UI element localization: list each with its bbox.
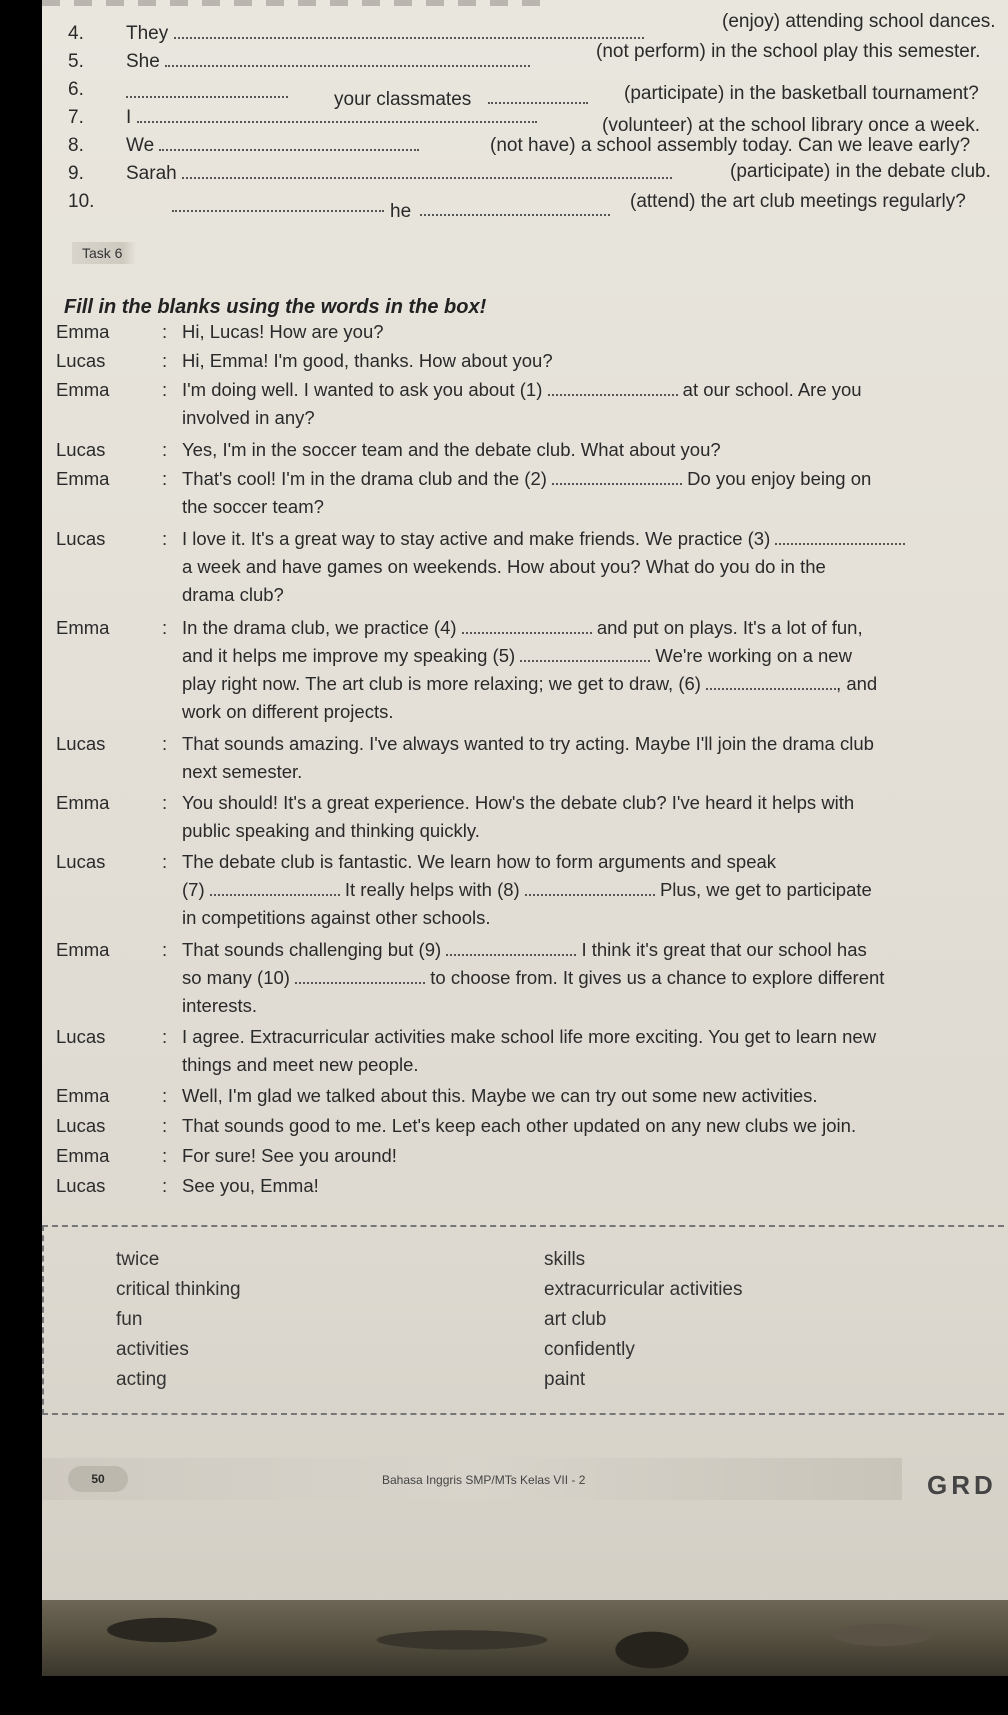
item-number: 8. xyxy=(68,135,84,156)
answer-blank[interactable] xyxy=(295,968,425,984)
answer-blank[interactable] xyxy=(174,23,644,39)
item-subject: She xyxy=(126,51,160,72)
item-verb: (not perform) in the school play this semester. xyxy=(596,41,981,62)
speaker-name: Emma xyxy=(56,321,110,342)
answer-blank[interactable] xyxy=(775,529,905,545)
speaker-name: Emma xyxy=(56,792,110,813)
answer-blank[interactable] xyxy=(525,880,655,896)
answer-blank[interactable] xyxy=(706,674,836,690)
speaker-name: Emma xyxy=(56,379,110,400)
exercise-item-5 xyxy=(68,41,1008,74)
speaker-name: Emma xyxy=(56,468,110,489)
item-number: 4. xyxy=(68,23,84,44)
answer-blank[interactable] xyxy=(182,163,672,179)
item-middle: your classmates xyxy=(334,89,472,110)
answer-blank[interactable] xyxy=(462,618,592,634)
word-box-item: extracurricular activities xyxy=(544,1279,743,1300)
item-subject: They xyxy=(126,23,169,44)
word-box-item: paint xyxy=(544,1369,586,1390)
word-box xyxy=(42,1225,1004,1415)
utterance-line: work on different projects. xyxy=(182,701,394,722)
item-middle: he xyxy=(390,201,412,222)
utterance-line: public speaking and thinking quickly. xyxy=(182,820,480,841)
utterance-line: Hi, Emma! I'm good, thanks. How about you? xyxy=(182,350,553,371)
item-verb: (not have) a school assembly today. Can we leave early? xyxy=(490,135,971,156)
utterance-line: For sure! See you around! xyxy=(182,1145,397,1166)
item-subject: Sarah xyxy=(126,163,177,184)
word-box-item: acting xyxy=(116,1369,167,1390)
item-number: 5. xyxy=(68,51,84,72)
page-number: 50 xyxy=(68,1466,128,1492)
exercise-item-10 xyxy=(68,190,1008,222)
answer-blank[interactable] xyxy=(446,940,576,956)
answer-blank[interactable] xyxy=(210,880,340,896)
item-verb: (volunteer) at the school library once a week. xyxy=(602,115,981,136)
speaker-name: Lucas xyxy=(56,1175,106,1196)
answer-blank[interactable] xyxy=(165,51,530,67)
exercise-item-8 xyxy=(68,134,1008,158)
speaker-name: Lucas xyxy=(56,528,106,549)
utterance-line: play right now. The art club is more relaxing; we get to draw, (6) , and xyxy=(182,673,878,694)
item-number: 9. xyxy=(68,163,84,184)
task-instruction: Fill in the blanks using the words in the box! xyxy=(64,296,487,318)
answer-blank[interactable] xyxy=(126,82,288,98)
utterance-line: a week and have games on weekends. How about you? What do you do in the xyxy=(182,556,826,577)
background-carpet xyxy=(42,1600,1008,1676)
speaker-name: Emma xyxy=(56,1085,110,1106)
utterance-line: Well, I'm glad we talked about this. Maybe we can try out some new activities. xyxy=(182,1085,818,1106)
item-number: 6. xyxy=(68,79,84,100)
speaker-name: Lucas xyxy=(56,851,106,872)
utterance-line: In the drama club, we practice (4) and put on plays. It's a lot of fun, xyxy=(182,617,863,638)
speaker-name: Emma xyxy=(56,1145,110,1166)
speaker-name: Lucas xyxy=(56,733,106,754)
textbook-page: 4. They (enjoy) attending school dances. 5. She (not perform) in the school play this semester. 6. your classmates (participate) in the basketball tournament? 7. I (volunteer) at the school library once a week. 8. We (not have) a school assembly today. Can we leave early? 9. Sarah (participate) in the debate club. 10. he (attend) the art club meetings regularly? Task 6 Fill in the blanks using the words in the box! Emma : Hi, Lucas! How are you? Lucas : Hi, Emma! I'm good, thanks. How about you? Emma : I'm doing well. I wanted to ask you about (1) at our school. Are you involved in any? Lucas : Yes, I'm in the soccer team and the debate club. What about you? Emma : That's cool! I'm in the drama club and the (2) Do you enjoy being on the soccer team? Lucas : I love it. It's a great way to stay active and make friends. We practice (3) a week and have games on weekends. How about you? What do you do in the drama club? Emma : In the drama club, we practice (4) and put on plays. It's a lot of fun, and it helps me improve my speaking (5) We're working on a new play right now. The art club is more relaxing; we get to draw, (6) , and work on different projects. Lucas : That sounds amazing. I've always wanted to try acting. Maybe I'll join the drama club next semester. Emma : You should! It's a great experience. How's the debate club? I've heard it helps with public speaking and thinking quickly. Lucas : The debate club is fantastic. We learn how to form arguments and speak (7) It really helps with (8) Plus, we get to participate in competitions against other schools. Emma : That sounds challenging but (9) I think it's great that our school has so many (10) to choose from. It gives us a chance to explore different interests. Lucas : I agree. Extracurricular activities make school life more exciting. You get to learn new things and meet new people. Emma : Well, I'm glad we talked about this. Maybe we can try out some new activities. Lucas : That sounds good to me. Let's keep each other updated on any new clubs we join. Emma : For sure! See you around! Lucas : See you, Emma! twice critical thinking fun activities acting skills extracurricular activities art club confidently paint 50 Bahasa Inggris SMP/MTs Kelas VII - 2 GRD xyxy=(42,0,1008,1676)
publisher-logo: GRD xyxy=(927,1470,997,1500)
utterance-line: drama club? xyxy=(182,584,284,605)
utterance-line: That's cool! I'm in the drama club and the (2) Do you enjoy being on xyxy=(182,468,872,489)
page-top-edge xyxy=(42,0,542,6)
answer-blank[interactable] xyxy=(552,469,682,485)
utterance-line: Yes, I'm in the soccer team and the debate club. What about you? xyxy=(182,439,721,460)
answer-blank[interactable] xyxy=(172,196,384,212)
word-box-item: twice xyxy=(116,1249,160,1270)
speaker-name: Emma xyxy=(56,617,110,638)
exercise-item-9 xyxy=(68,162,1008,186)
item-subject: I xyxy=(126,107,132,128)
item-verb: (participate) in the debate club. xyxy=(730,161,991,182)
word-box-item: critical thinking xyxy=(116,1279,241,1300)
answer-blank[interactable] xyxy=(488,88,588,104)
exercise-item-6 xyxy=(68,78,1008,110)
utterance-line: and it helps me improve my speaking (5) We're working on a new xyxy=(182,645,852,666)
exercise-item-7 xyxy=(68,106,1008,136)
utterance-line: I agree. Extracurricular activities make school life more exciting. You get to learn new xyxy=(182,1026,877,1047)
utterance-line: That sounds good to me. Let's keep each other updated on any new clubs we join. xyxy=(182,1115,857,1136)
answer-blank[interactable] xyxy=(159,135,419,151)
answer-blank[interactable] xyxy=(137,107,537,123)
word-box-item: art club xyxy=(544,1309,607,1330)
utterance-line: in competitions against other schools. xyxy=(182,907,491,928)
speaker-name: Lucas xyxy=(56,439,106,460)
item-verb: (enjoy) attending school dances. xyxy=(722,11,996,32)
utterance-line: That sounds challenging but (9) I think it's great that our school has xyxy=(182,939,867,960)
word-box-item: skills xyxy=(544,1249,586,1270)
word-box-item: activities xyxy=(116,1339,189,1360)
utterance-line: interests. xyxy=(182,995,258,1016)
utterance-line: next semester. xyxy=(182,761,303,782)
item-number: 7. xyxy=(68,107,84,128)
utterance-line: things and meet new people. xyxy=(182,1054,419,1075)
answer-blank[interactable] xyxy=(420,200,610,216)
utterance-line: I love it. It's a great way to stay active and make friends. We practice (3) xyxy=(182,525,1002,553)
speaker-name: Lucas xyxy=(56,350,106,371)
answer-blank[interactable] xyxy=(548,380,678,396)
word-box-item: confidently xyxy=(544,1339,635,1360)
utterance-line: so many (10) to choose from. It gives us a chance to explore different xyxy=(182,967,885,988)
word-box-item: fun xyxy=(116,1309,143,1330)
speaker-name: Emma xyxy=(56,939,110,960)
item-number: 10. xyxy=(68,191,95,212)
utterance-line: the soccer team? xyxy=(182,496,324,517)
utterance-line: See you, Emma! xyxy=(182,1175,319,1196)
item-verb: (participate) in the basketball tournament? xyxy=(624,83,979,104)
utterance-line: I'm doing well. I wanted to ask you about (1) at our school. Are you xyxy=(182,379,862,400)
answer-blank[interactable] xyxy=(520,646,650,662)
item-subject: We xyxy=(126,135,155,156)
item-verb: (attend) the art club meetings regularly? xyxy=(630,191,966,212)
utterance-line: You should! It's a great experience. How's the debate club? I've heard it helps with xyxy=(182,792,855,813)
utterance-line: That sounds amazing. I've always wanted to try acting. Maybe I'll join the drama club xyxy=(182,733,874,754)
book-title: Bahasa Inggris SMP/MTs Kelas VII - 2 xyxy=(382,1473,586,1487)
utterance-line: (7) It really helps with (8) Plus, we get to participate xyxy=(182,879,872,900)
speaker-name: Lucas xyxy=(56,1115,106,1136)
utterance-line: involved in any? xyxy=(182,407,315,428)
utterance-line: Hi, Lucas! How are you? xyxy=(182,321,384,342)
speaker-name: Lucas xyxy=(56,1026,106,1047)
utterance-line: The debate club is fantastic. We learn how to form arguments and speak xyxy=(182,851,777,872)
task-label: Task 6 xyxy=(72,242,136,264)
